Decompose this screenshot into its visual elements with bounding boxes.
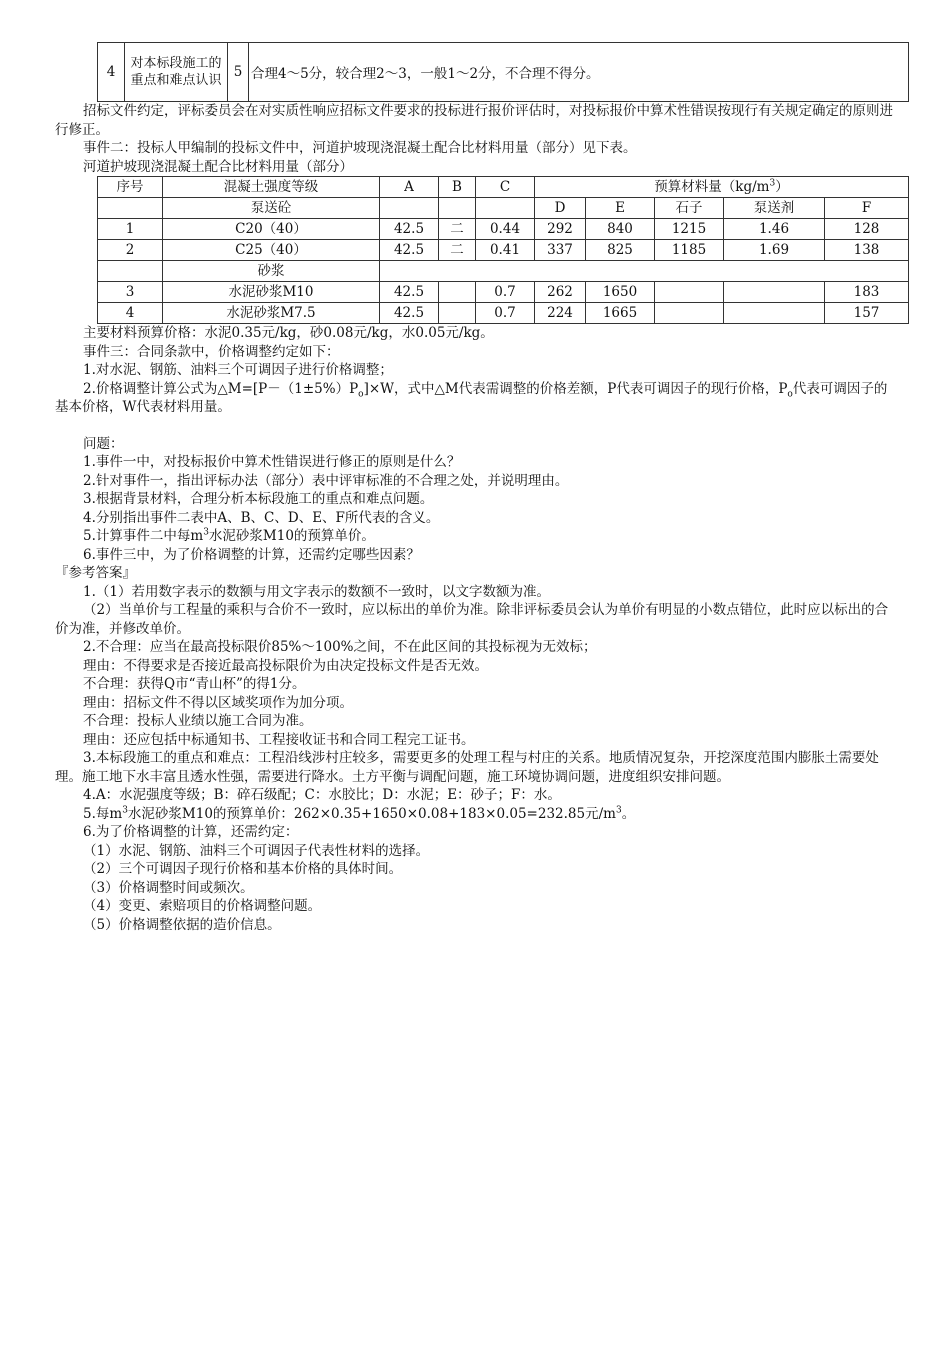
cell-stone: 1185 (655, 240, 724, 261)
header-a: A (380, 177, 439, 198)
answer-6: 6.为了价格调整的计算，还需约定： (83, 824, 299, 840)
header-budget-end: ） (775, 178, 789, 195)
paragraph-e3-1: 1.对水泥、钢筋、油料三个可调因子进行价格调整； (83, 362, 393, 378)
empty-cell (476, 198, 535, 219)
answer-3: 3.本标段施工的重点和难点：工程沿线涉村庄较多，需要更多的处理工程与村庄的关系。地质情况复杂，开挖深度范围内膨胀土需要处理。施工地下水丰富且透水性强，需要进行降水。土方平衡与调配问题，施工环境协调问题，进度组织安排问题。 (55, 750, 879, 785)
question-5 (55, 527, 895, 546)
criteria-standard: 合理4～5分，较合理2～3，一般1～2分，不合理不得分。 (249, 43, 909, 102)
answer-5-text-a: 5.每m (83, 805, 123, 822)
answers-title: 『参考答案』 (55, 565, 136, 581)
subheader-f: F (825, 198, 909, 219)
formula-sub-b: o (787, 389, 793, 400)
empty-cell (439, 198, 476, 219)
question-2: 2.针对事件一，指出评标办法（部分）表中评审标准的不合理之处，并说明理由。 (83, 472, 569, 489)
question-1: 1.事件一中，对投标报价中算术性错误进行修正的原则是什么？ (83, 454, 461, 470)
cell-pump (724, 282, 825, 303)
cell-no: 1 (98, 219, 163, 240)
cell-a: 42.5 (380, 219, 439, 240)
cell-stone (655, 303, 724, 324)
formula-sub-a: o (358, 389, 364, 400)
header-b: B (439, 177, 476, 198)
paragraph-bid-rules: 招标文件约定，评标委员会在对实质性响应招标文件要求的投标进行报价评估时，对投标报价中算术性错误按现行有关规定确定的原则进行修正。 (55, 103, 893, 138)
answer-6-3: （3）价格调整时间或频次。 (83, 879, 254, 896)
answer-5 (55, 805, 895, 824)
table-row (98, 303, 909, 324)
table-title: 河道护坡现浇混凝土配合比材料用量（部分） (83, 158, 353, 175)
header-c: C (476, 177, 535, 198)
cell-e: 840 (586, 219, 655, 240)
cell-d: 337 (535, 240, 586, 261)
table-group-row (98, 261, 909, 282)
table-row (98, 43, 909, 102)
header-budget-text: 预算材料量（kg/m (654, 178, 770, 195)
answer-6-4: （4）变更、索赔项目的价格调整问题。 (83, 898, 322, 914)
table-subheader-row (98, 198, 909, 219)
cell-pump: 1.46 (724, 219, 825, 240)
answer-1-1: 1.（1）若用数字表示的数额与用文字表示的数额不一致时，以文字数额为准。 (83, 583, 550, 600)
cell-a: 42.5 (380, 240, 439, 261)
cell-d: 224 (535, 303, 586, 324)
cell-b (439, 303, 476, 324)
answer-2-6: 理由：还应包括中标通知书、工程接收证书和合同工程完工证书。 (83, 731, 475, 748)
criteria-item: 对本标段施工的重点和难点认识 (125, 43, 228, 102)
cell-pump: 1.69 (724, 240, 825, 261)
table-row (98, 219, 909, 240)
question-5-sup: 3 (203, 527, 209, 538)
group-pump-concrete: 泵送砼 (163, 198, 380, 219)
answer-2-4: 理由：招标文件不得以区域奖项作为加分项。 (83, 694, 353, 711)
answer-6-1: （1）水泥、钢筋、油料三个可调因子代表性材料的选择。 (83, 842, 430, 859)
criteria-no: 4 (98, 43, 125, 102)
header-grade: 混凝土强度等级 (163, 177, 380, 198)
answer-2-5: 不合理：投标人业绩以施工合同为准。 (83, 713, 313, 729)
cell-stone: 1215 (655, 219, 724, 240)
table-row (98, 240, 909, 261)
answer-4: 4.A：水泥强度等级；B：碎石级配；C：水胶比；D：水泥；E：砂子；F：水。 (83, 787, 561, 803)
question-4: 4.分别指出事件二表中A、B、C、D、E、F所代表的含义。 (83, 509, 440, 526)
paragraph-prices: 主要材料预算价格：水泥0.35元/kg，砂0.08元/kg，水0.05元/kg。 (83, 325, 494, 341)
question-6: 6.事件三中，为了价格调整的计算，还需约定哪些因素？ (83, 546, 420, 563)
cell-a: 42.5 (380, 303, 439, 324)
answer-6-5: （5）价格调整依据的造价信息。 (83, 916, 281, 933)
header-budget (535, 177, 909, 198)
cell-no: 3 (98, 282, 163, 303)
empty-cell (380, 198, 439, 219)
cell-f: 138 (825, 240, 909, 261)
subheader-e: E (586, 198, 655, 219)
subheader-pump: 泵送剂 (724, 198, 825, 219)
empty-cell (98, 261, 163, 282)
paragraph-event2: 事件二：投标人甲编制的投标文件中，河道护坡现浇混凝土配合比材料用量（部分）见下表。 (83, 140, 637, 156)
questions-title: 问题： (83, 435, 124, 452)
criteria-score: 5 (228, 43, 249, 102)
cell-e: 1650 (586, 282, 655, 303)
empty-cell (380, 261, 909, 282)
subheader-d: D (535, 198, 586, 219)
cell-d: 262 (535, 282, 586, 303)
answer-5-text-b: 水泥砂浆M10的预算单价：262×0.35+1650×0.08+183×0.05=232.85元/m (127, 805, 616, 822)
paragraph-event3: 事件三：合同条款中，价格调整约定如下： (83, 343, 340, 360)
subheader-stone: 石子 (655, 198, 724, 219)
answer-2-3: 不合理：获得Q市“青山杯”的得1分。 (83, 676, 306, 692)
group-mortar: 砂浆 (163, 261, 380, 282)
question-3: 3.根据背景材料，合理分析本标段施工的重点和难点问题。 (83, 491, 434, 507)
answer-5-sup: 3 (122, 805, 128, 815)
empty-cell (98, 198, 163, 219)
table-header-row (98, 177, 909, 198)
cell-c: 0.7 (476, 303, 535, 324)
cell-e: 825 (586, 240, 655, 261)
cell-b: 二 (439, 219, 476, 240)
answer-5-sup2: 3 (615, 805, 622, 815)
criteria-table (97, 42, 909, 102)
cell-pump (724, 303, 825, 324)
cell-stone (655, 282, 724, 303)
cell-c: 0.44 (476, 219, 535, 240)
answer-2-1: 2.不合理：应当在最高投标限价85%～100%之间，不在此区间的其投标视为无效标； (83, 639, 597, 655)
document-page (55, 42, 895, 934)
cell-e: 1665 (586, 303, 655, 324)
answer-5-text-c: 。 (621, 805, 636, 822)
cell-b (439, 282, 476, 303)
answer-1-2: （2）当单价与工程量的乘积与合价不一致时，应以标出的单价为准。除非评标委员会认为单价有明显的小数点错位，此时应以标出的合价为准，并修改单价。 (55, 602, 889, 637)
question-5-text-b: 水泥砂浆M10的预算单价。 (208, 528, 375, 544)
formula-text-b: ]×W，式中△M代表需调整的价格差额，P代表可调因子的现行价格，P (363, 380, 788, 397)
cell-grade: C20（40） (163, 219, 380, 240)
formula-text-c: 代表可调因子的基本价格，W代表材料用量。 (55, 380, 888, 415)
cell-grade: 水泥砂浆M7.5 (163, 303, 380, 324)
cell-no: 2 (98, 240, 163, 261)
cell-f: 157 (825, 303, 909, 324)
cell-c: 0.41 (476, 240, 535, 261)
question-5-text-a: 5.计算事件二中每m (83, 528, 204, 544)
cell-f: 183 (825, 282, 909, 303)
cell-no: 4 (98, 303, 163, 324)
answer-2-2: 理由：不得要求是否接近最高投标限价为由决定投标文件是否无效。 (83, 657, 488, 674)
cell-f: 128 (825, 219, 909, 240)
mix-proportion-table (97, 176, 909, 324)
table-row (98, 282, 909, 303)
answer-6-2: （2）三个可调因子现行价格和基本价格的具体时间。 (83, 861, 403, 877)
cell-grade: C25（40） (163, 240, 380, 261)
header-budget-sup: 3 (769, 178, 776, 188)
cell-d: 292 (535, 219, 586, 240)
header-no: 序号 (98, 177, 163, 198)
formula-text-a: 2.价格调整计算公式为△M=[P－（1±5%）P (83, 380, 359, 397)
spacer (55, 417, 895, 435)
cell-a: 42.5 (380, 282, 439, 303)
paragraph-e3-2 (55, 380, 895, 417)
cell-c: 0.7 (476, 282, 535, 303)
cell-grade: 水泥砂浆M10 (163, 282, 380, 303)
cell-b: 二 (439, 240, 476, 261)
